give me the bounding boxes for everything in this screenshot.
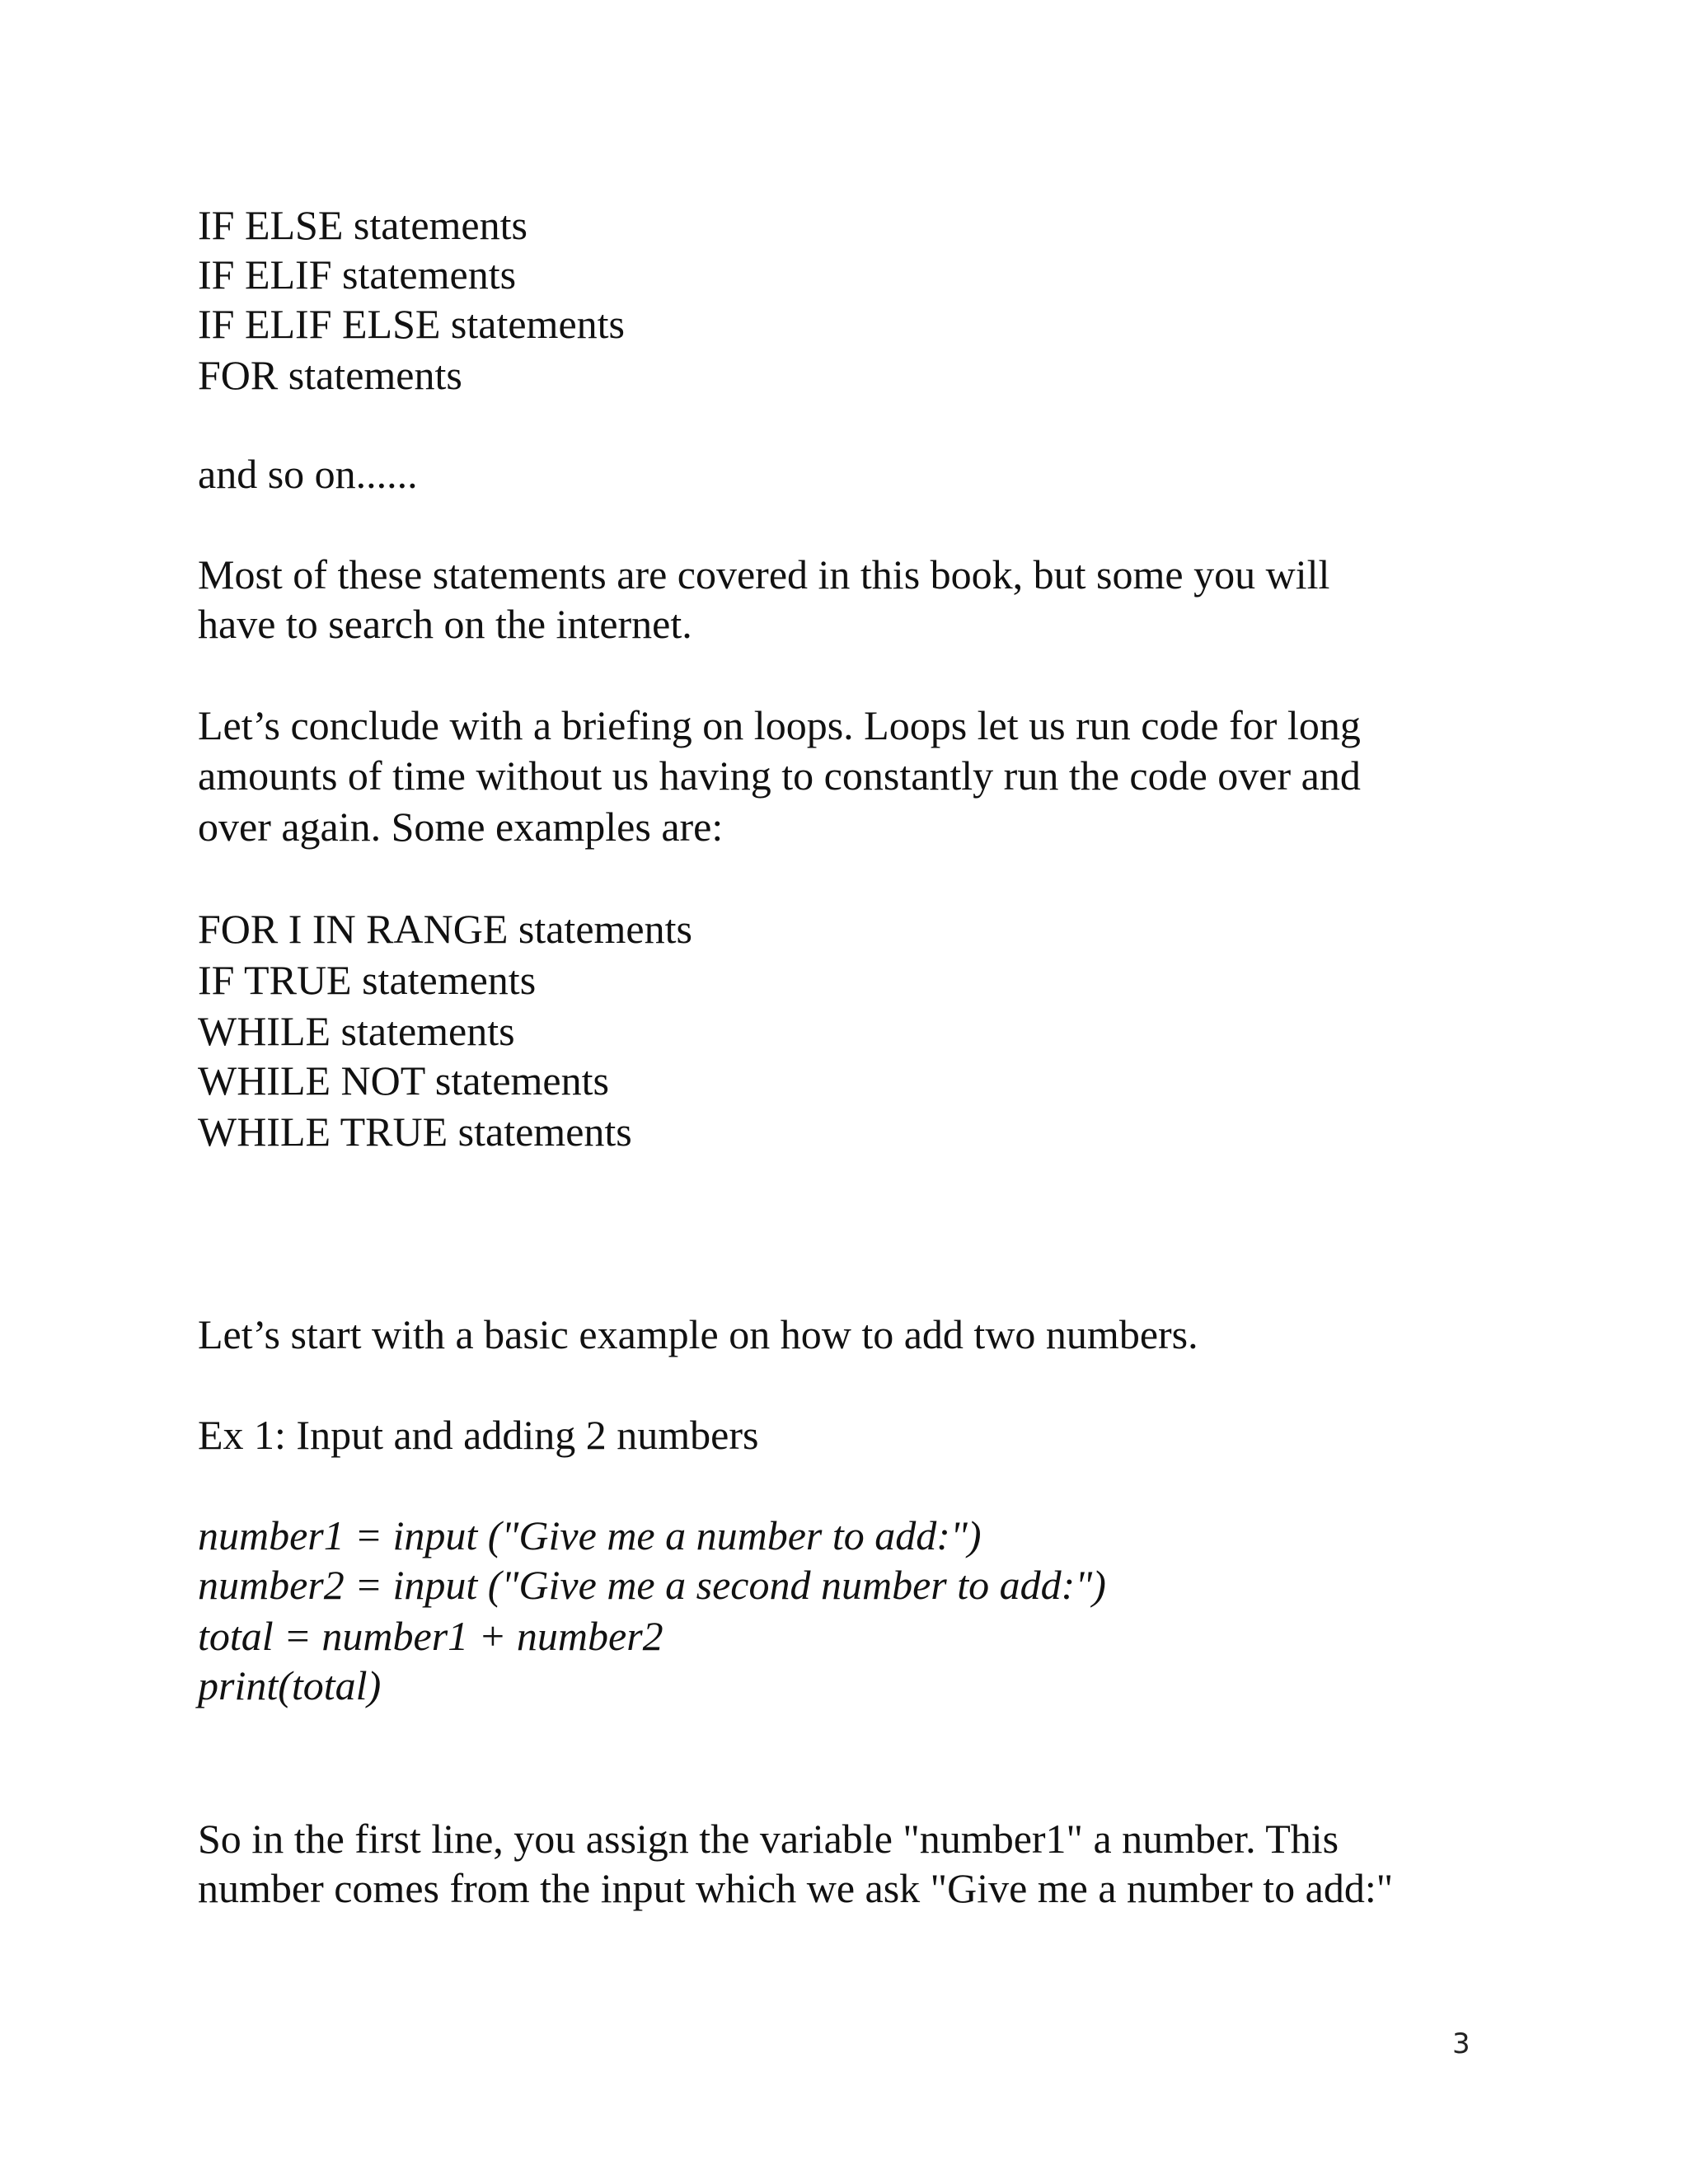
statement-item: FOR statements: [198, 352, 462, 398]
paragraph-line: over again. Some examples are:: [198, 804, 724, 850]
loop-item: WHILE TRUE statements: [198, 1108, 632, 1155]
example-title: Ex 1: Input and adding 2 numbers: [198, 1412, 759, 1458]
code-line: total = number1 + number2: [198, 1613, 663, 1659]
statement-item: IF ELSE statements: [198, 202, 528, 248]
paragraph-line: Let’s conclude with a briefing on loops. Loops let us run code for long: [198, 702, 1361, 748]
statement-item: IF ELIF ELSE statements: [198, 301, 625, 347]
paragraph-line: So in the first line, you assign the variable "number1" a number. This: [198, 1816, 1339, 1862]
code-line: print(total): [198, 1662, 382, 1708]
paragraph-line: amounts of time without us having to constantly run the code over and: [198, 752, 1361, 799]
paragraph-line: have to search on the internet.: [198, 601, 692, 647]
code-line: number2 = input ("Give me a second number to add:"): [198, 1562, 1106, 1608]
loop-item: WHILE statements: [198, 1008, 515, 1054]
loop-item: FOR I IN RANGE statements: [198, 906, 692, 952]
loop-item: WHILE NOT statements: [198, 1057, 609, 1104]
code-line: number1 = input ("Give me a number to add:"): [198, 1512, 982, 1558]
and-so-on-text: and so on......: [198, 451, 418, 497]
page-number: 3: [1452, 2027, 1470, 2060]
example-intro: Let’s start with a basic example on how to add two numbers.: [198, 1311, 1198, 1357]
statement-item: IF ELIF statements: [198, 251, 517, 298]
loop-item: IF TRUE statements: [198, 957, 537, 1003]
paragraph-line: Most of these statements are covered in this book, but some you will: [198, 551, 1330, 598]
paragraph-line: number comes from the input which we ask "Give me a number to add:": [198, 1865, 1394, 1911]
